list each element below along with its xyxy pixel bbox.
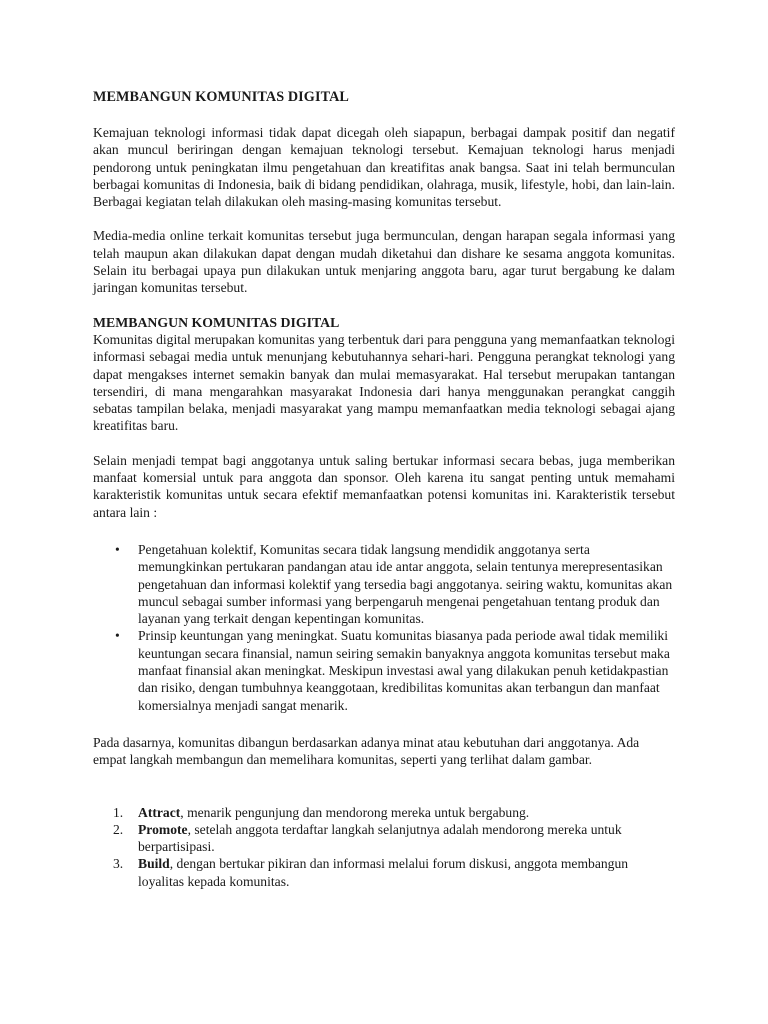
section-heading: MEMBANGUN KOMUNITAS DIGITAL [93,314,340,330]
step-term: Build [138,856,170,872]
step-term: Attract [138,804,181,820]
list-item [93,627,675,713]
list-item [93,804,675,821]
list-item [93,541,675,627]
list-item-text: Prinsip keuntungan yang meningkat. Suatu komunitas biasanya pada periode awal tidak memiliki keuntungan secara finansial, namun seiring semakin banyaknya anggota komunitas tersebut maka manfaat finansial akan meningkat. Meskipun investasi awal yang dilakukan penuh ketidakpastian dan risiko, dengan tumbuhnya keanggotaan, kredibilitas komunitas akan terbangun dan manfaat komersialnya menjadi sangat menarik. [138,628,670,713]
document-page [93,88,675,890]
paragraph-intro: Kemajuan teknologi informasi tidak dapat dicegah oleh siapapun, berbagai dampak positif dan negatif akan muncul beriringan dengan kemajuan teknologi tersebut. Kemajuan teknologi harus menjadi pendorong untuk peningkatan ilmu pengetahuan dan kreatifitas anak bangsa. Saat ini telah bermunculan berbagai komunitas di Indonesia, baik di bidang pendidikan, olahraga, musik, lifestyle, hobi, dan lain-lain. Berbagai kegiatan telah dilakukan oleh masing-masing komunitas tersebut. [93,125,675,210]
step-number: 2. [113,821,124,837]
paragraph-four-steps: Pada dasarnya, komunitas dibangun berdasarkan adanya minat atau kebutuhan dari anggotanya. Ada empat langkah membangun dan memelihara komunitas, seperti yang terlihat dalam gambar. [93,734,640,768]
step-term: Promote [138,821,188,837]
steps-list [93,804,675,890]
list-item [93,821,675,856]
list-item-text: Pengetahuan kolektif, Komunitas secara tidak langsung mendidik anggotanya serta memungkinkan pertukaran pandangan atau ide antar anggota, selain tentunya merepresentasikan pengetahuan dan informasi kolektif yang tersedia bagi anggotanya. seiring waktu, komunitas akan muncul sebagai sumber informasi yang berpengaruh mengenai pengetahuan tentang produk dan layanan yang terkait dengan kepentingan komunitas. [138,541,673,627]
paragraph-characteristics: Selain menjadi tempat bagi anggotanya untuk saling bertukar informasi secara bebas, juga memberikan manfaat komersial untuk para anggota dan sponsor. Oleh karena itu sangat penting untuk memahami karakteristik komunitas untuk secara efektif memanfaatkan potensi komunitas ini. Karakteristik tersebut antara lain : [93,452,675,520]
step-number: 1. [113,804,124,820]
list-item [93,855,675,890]
step-number: 3. [113,856,124,872]
bullet-icon: • [115,541,120,557]
paragraph-media-online: Media-media online terkait komunitas tersebut juga bermunculan, dengan harapan segala informasi yang telah maupun akan dilakukan dapat dengan mudah diketahui dan dishare ke sesama anggota komunitas. Selain itu berbagai upaya pun dilakukan untuk menjaring anggota baru, agar turut bergabung ke dalam jaringan komunitas tersebut. [93,228,675,296]
step-text: , setelah anggota terdaftar langkah selanjutnya adalah mendorong mereka untuk berpartisipasi. [138,821,622,855]
step-text: , menarik pengunjung dan mendorong mereka untuk bergabung. [180,804,530,820]
paragraph-definition: Komunitas digital merupakan komunitas yang terbentuk dari para pengguna yang memanfaatkan teknologi informasi sebagai media untuk menunjang kebutuhannya sehari-hari. Pengguna perangkat teknologi yang dapat mengakses internet semakin banyak dan mulai memasyarakat. Hal tersebut merupakan tantangan tersendiri, di mana mengarahkan masyarakat Indonesia dari hanya menggunakan perangkat canggih sebatas tampilan belaka, menjadi masyarakat yang mampu memanfaatkan media teknologi sebagai ajang kreatifitas baru. [93,331,675,434]
characteristics-list [93,541,675,714]
bullet-icon: • [115,628,120,644]
step-text: , dengan bertukar pikiran dan informasi melalui forum diskusi, anggota membangun loyalitas kepada komunitas. [138,856,629,889]
document-title: MEMBANGUN KOMUNITAS DIGITAL [93,89,349,105]
